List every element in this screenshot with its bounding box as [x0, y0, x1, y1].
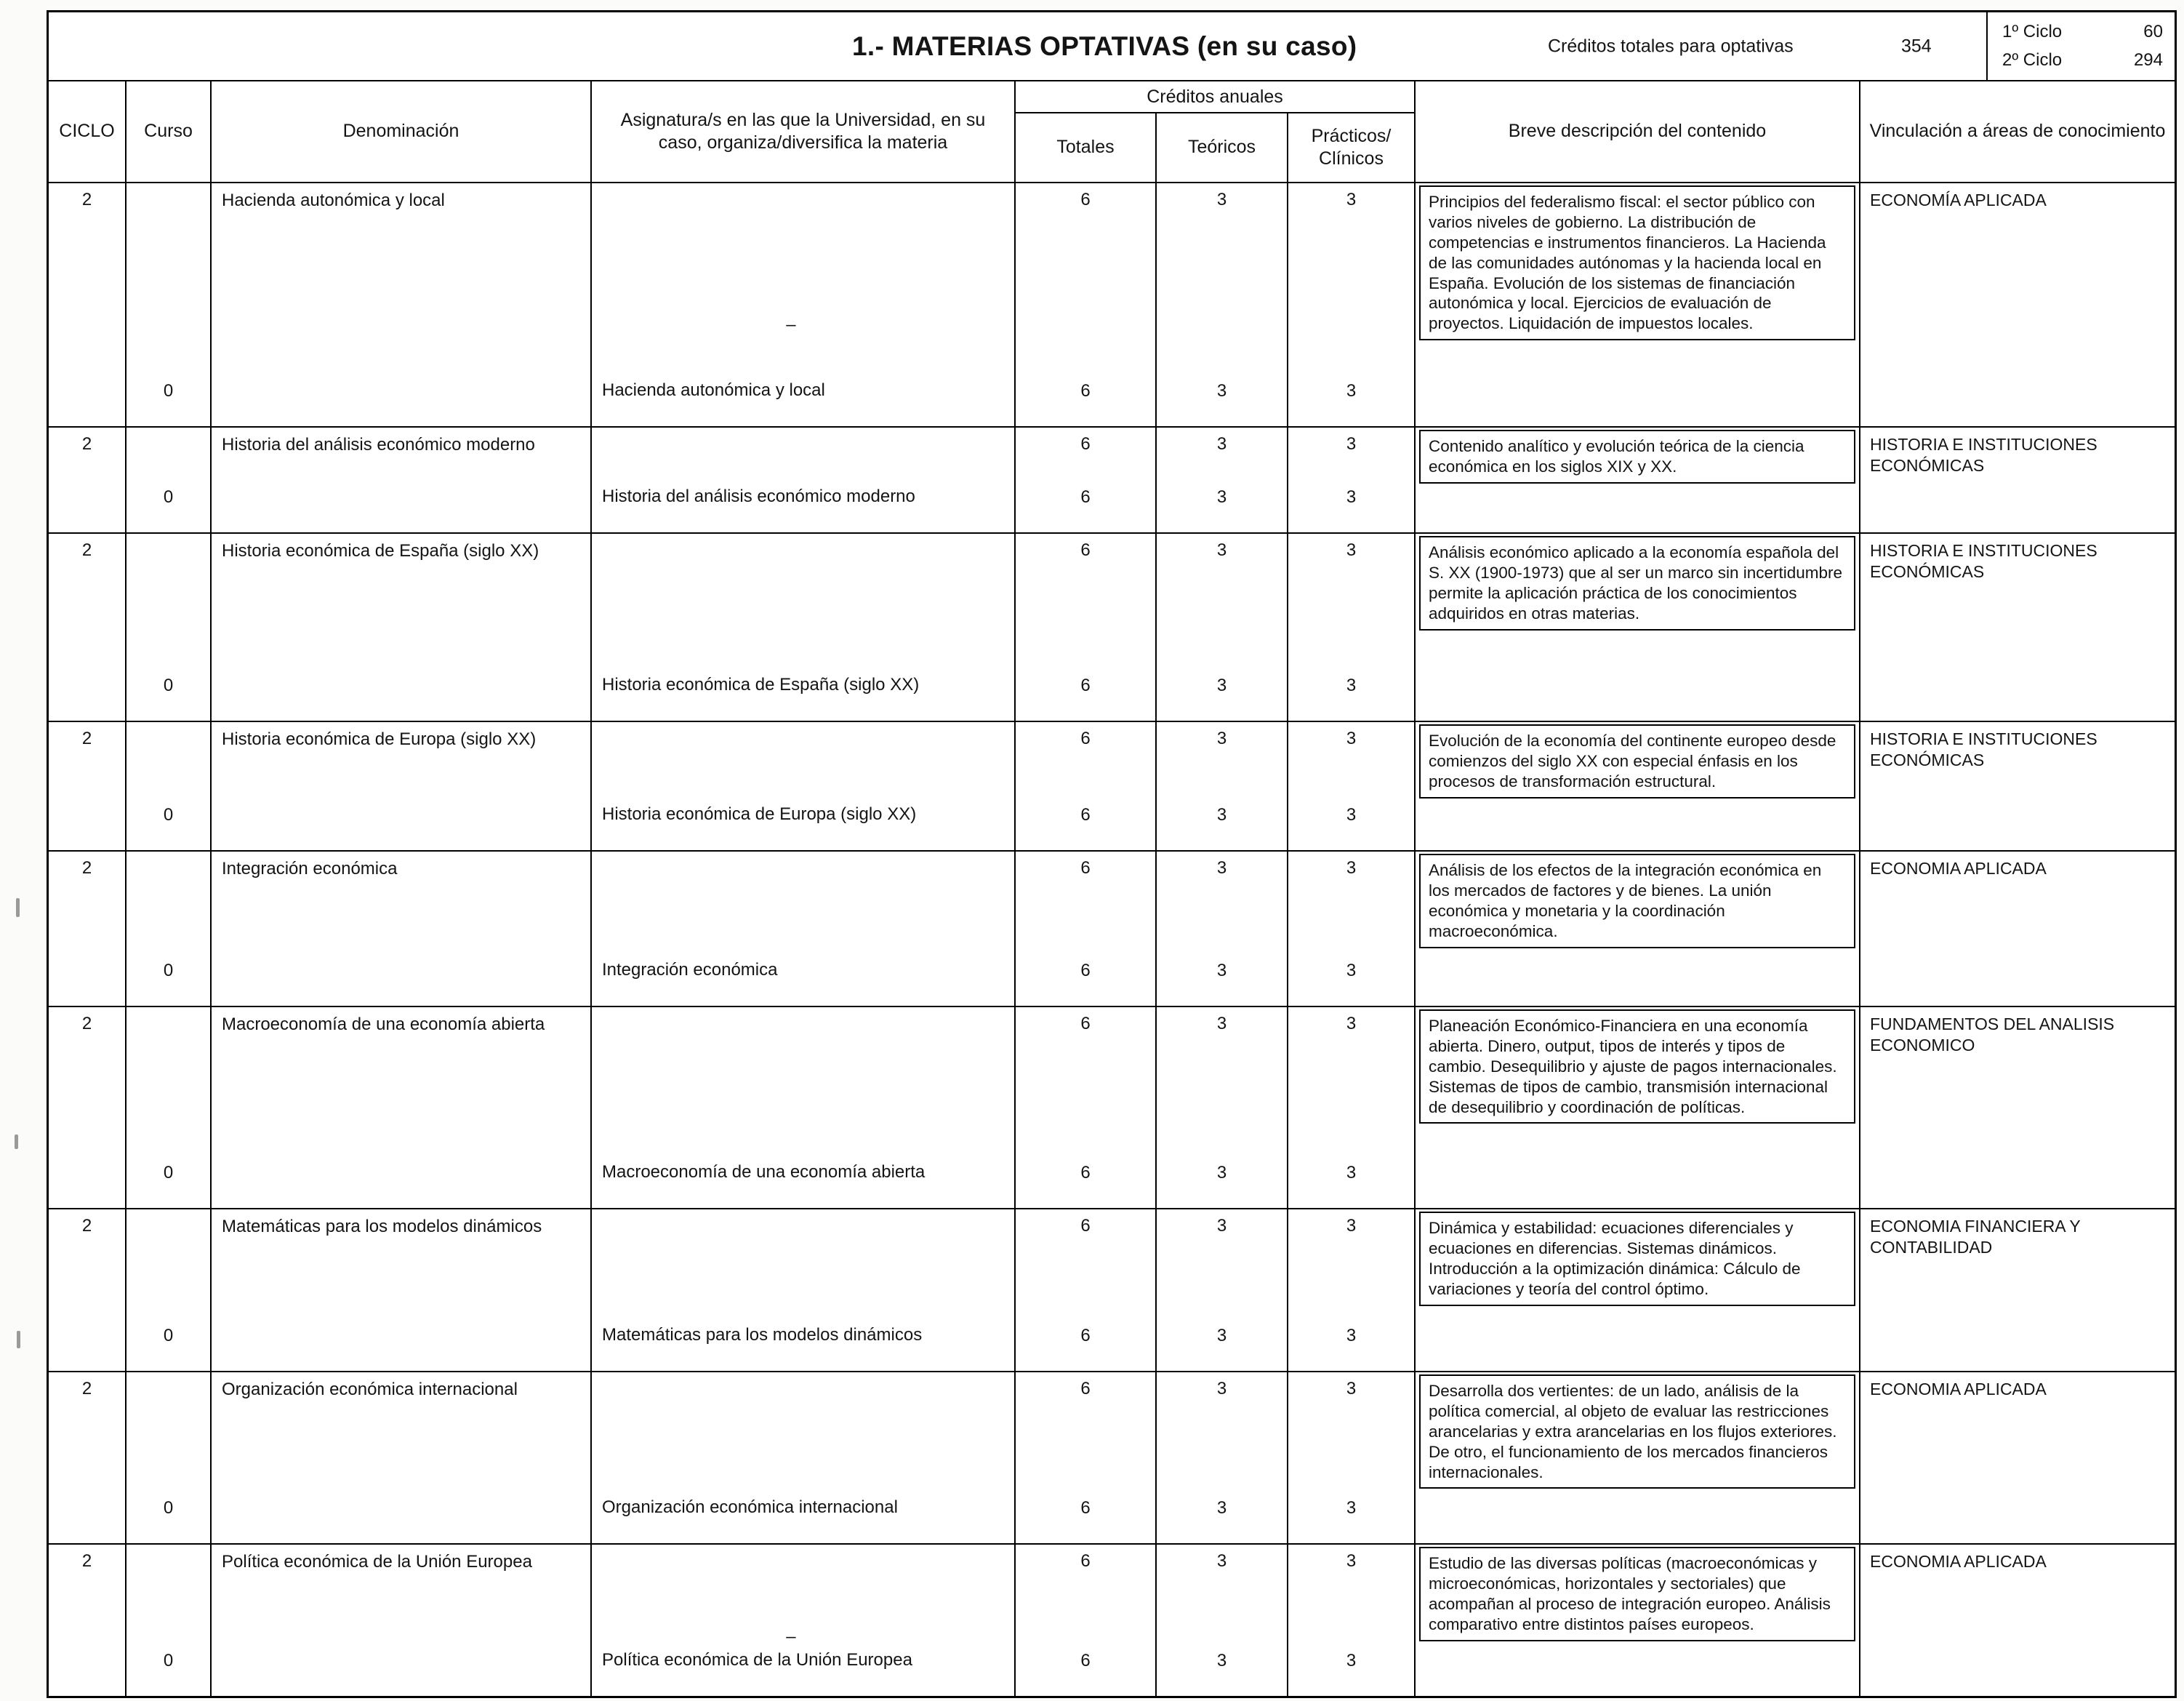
- totales-bottom-value: 6: [1080, 961, 1091, 980]
- descripcion-box: Estudio de las diversas políticas (macroeconómicas y microeconómicas, horizontales y sectoriales) que acompañan al proceso de integración europeo. Análisis comparativo entre distintos países europeos.: [1419, 1547, 1855, 1641]
- teoricos-top-value: 3: [1216, 1216, 1227, 1236]
- practicos-cell: [1287, 1209, 1414, 1371]
- curso-value: 0: [163, 487, 174, 507]
- totales-cell: [1014, 1007, 1155, 1208]
- teoricos-cell: [1155, 534, 1287, 721]
- teoricos-cell: [1155, 1209, 1287, 1371]
- denominacion-cell: [210, 722, 590, 850]
- credits-total-value: 354: [1901, 36, 1932, 56]
- curso-value: 0: [163, 1163, 174, 1182]
- col-header-totales: Totales: [1056, 137, 1115, 158]
- descripcion-box: Análisis económico aplicado a la economía española del S. XX (1900-1973) que al ser un marco sin incertidumbre permite la aplicación práctica de los conocimientos adquiridos en otras materias.: [1419, 536, 1855, 631]
- descripcion-cell: [1414, 1007, 1859, 1208]
- descripcion-box: Principios del federalismo fiscal: el sector público con varios niveles de gobierno. La distribución de competencias e instrumentos financieros. La Hacienda de las comunidades autónomas y la hacienda local en España. Evolución de los sistemas de financiación autonómica y local. Ejercicios de evaluación de proyectos. Liquidación de impuestos locales.: [1419, 185, 1855, 340]
- col-header-teoricos: Teóricos: [1155, 113, 1287, 182]
- vinculacion-text: HISTORIA E INSTITUCIONES ECONÓMICAS: [1870, 541, 2097, 581]
- cycle-credits-box: [1986, 12, 2175, 80]
- teoricos-cell: [1155, 1372, 1287, 1543]
- ciclo-value: 2: [81, 190, 92, 209]
- cycle1-label: 1º Ciclo: [2002, 22, 2063, 42]
- creditos-subheaders: [1016, 113, 1414, 182]
- vinculacion-cell: [1859, 1545, 2175, 1696]
- vinculacion-cell: [1859, 852, 2175, 1006]
- dash-mark: –: [786, 315, 796, 335]
- curso-cell: [125, 722, 210, 850]
- vinculacion-text: ECONOMIA APLICADA: [1870, 1552, 2047, 1571]
- denominacion-text: Historia económica de España (siglo XX): [222, 541, 539, 561]
- ciclo-cell: [49, 1372, 125, 1543]
- practicos-bottom-value: 3: [1346, 1651, 1357, 1670]
- descripcion-box: Contenido analítico y evolución teórica de la ciencia económica en los siglos XIX y XX.: [1419, 430, 1855, 484]
- asignatura-text: Organización económica internacional: [602, 1497, 898, 1517]
- curso-value: 0: [163, 1498, 174, 1518]
- col-header-creditos-anuales: Créditos anuales: [1016, 81, 1414, 113]
- cycle2-value: 294: [2133, 49, 2163, 70]
- totales-cell: [1014, 183, 1155, 426]
- scan-artifact: [17, 1331, 20, 1348]
- descripcion-box: Planeación Económico-Financiera en una economía abierta. Dinero, output, tipos de interés y tipos de cambio. Desequilibrio y ajuste de pagos internacionales. Sistemas de tipos de cambio, transmisión internacional de desequilibrio y coordinación de políticas.: [1419, 1009, 1855, 1124]
- totales-cell: [1014, 534, 1155, 721]
- table-row: [49, 426, 2175, 532]
- page-title: 1.- MATERIAS OPTATIVAS (en su caso): [852, 31, 1357, 61]
- teoricos-cell: [1155, 852, 1287, 1006]
- denominacion-text: Hacienda autonómica y local: [222, 191, 445, 210]
- vinculacion-cell: [1859, 1209, 2175, 1371]
- totales-cell: [1014, 722, 1155, 850]
- curso-value: 0: [163, 676, 174, 695]
- totales-cell: [1014, 852, 1155, 1006]
- asignatura-cell: [590, 1209, 1014, 1371]
- practicos-cell: [1287, 1372, 1414, 1543]
- denominacion-cell: [210, 1545, 590, 1696]
- descripcion-cell: [1414, 722, 1859, 850]
- denominacion-text: Integración económica: [222, 859, 398, 878]
- curso-cell: [125, 1372, 210, 1543]
- ciclo-cell: [49, 534, 125, 721]
- table-row: [49, 183, 2175, 426]
- teoricos-top-value: 3: [1216, 540, 1227, 560]
- practicos-cell: [1287, 1007, 1414, 1208]
- ciclo-cell: [49, 1007, 125, 1208]
- practicos-bottom-value: 3: [1346, 381, 1357, 401]
- curso-value: 0: [163, 1651, 174, 1670]
- curso-value: 0: [163, 381, 174, 401]
- ciclo-cell: [49, 852, 125, 1006]
- denominacion-cell: [210, 428, 590, 532]
- scan-artifact: [15, 1134, 18, 1149]
- curso-value: 0: [163, 1326, 174, 1345]
- asignatura-text: Política económica de la Unión Europea: [602, 1650, 912, 1670]
- totales-top-value: 6: [1080, 1014, 1091, 1033]
- practicos-bottom-value: 3: [1346, 1163, 1357, 1182]
- vinculacion-text: ECONOMIA FINANCIERA Y CONTABILIDAD: [1870, 1217, 2081, 1257]
- vinculacion-text: ECONOMIA APLICADA: [1870, 1380, 2047, 1398]
- asignatura-cell: [590, 852, 1014, 1006]
- curso-cell: [125, 1209, 210, 1371]
- practicos-top-value: 3: [1346, 729, 1357, 748]
- vinculacion-cell: [1859, 183, 2175, 426]
- denominacion-cell: [210, 183, 590, 426]
- totales-cell: [1014, 1209, 1155, 1371]
- ciclo-cell: [49, 1545, 125, 1696]
- table-row: [49, 1371, 2175, 1543]
- curso-cell: [125, 852, 210, 1006]
- denominacion-text: Organización económica internacional: [222, 1380, 518, 1399]
- asignatura-text: Historia económica de España (siglo XX): [602, 675, 920, 695]
- ciclo-value: 2: [81, 434, 92, 454]
- ciclo-value: 2: [81, 858, 92, 878]
- column-header-row: [49, 81, 2175, 183]
- descripcion-cell: [1414, 534, 1859, 721]
- descripcion-cell: [1414, 1209, 1859, 1371]
- teoricos-top-value: 3: [1216, 1379, 1227, 1398]
- table-row: [49, 1543, 2175, 1696]
- teoricos-cell: [1155, 428, 1287, 532]
- practicos-top-value: 3: [1346, 1379, 1357, 1398]
- vinculacion-cell: [1859, 722, 2175, 850]
- denominacion-cell: [210, 1007, 590, 1208]
- asignatura-cell: [590, 534, 1014, 721]
- title-row: [49, 12, 2175, 81]
- totales-bottom-value: 6: [1080, 1163, 1091, 1182]
- ciclo-value: 2: [81, 1379, 92, 1398]
- col-header-vinculacion: Vinculación a áreas de conocimiento: [1859, 81, 2175, 182]
- teoricos-bottom-value: 3: [1216, 676, 1227, 695]
- col-header-ciclo: CICLO: [59, 121, 115, 142]
- vinculacion-cell: [1859, 428, 2175, 532]
- asignatura-text: Historia económica de Europa (siglo XX): [602, 804, 917, 824]
- descripcion-box: Dinámica y estabilidad: ecuaciones diferenciales y ecuaciones en diferencias. Sistemas dinámicos. Introducción a la optimización dinámica: Cálculo de variaciones y teoría del control óptimo.: [1419, 1212, 1855, 1306]
- col-header-practicos: Prácticos/ Clínicos: [1287, 113, 1414, 182]
- table-row: [49, 721, 2175, 850]
- totales-top-value: 6: [1080, 1379, 1091, 1398]
- credits-total-label: Créditos totales para optativas: [1548, 36, 1794, 56]
- ciclo-cell: [49, 428, 125, 532]
- vinculacion-cell: [1859, 1007, 2175, 1208]
- vinculacion-cell: [1859, 1372, 2175, 1543]
- practicos-bottom-value: 3: [1346, 961, 1357, 980]
- asignatura-text: Hacienda autonómica y local: [602, 380, 825, 400]
- practicos-cell: [1287, 428, 1414, 532]
- cycle2-row: [2002, 50, 2163, 71]
- practicos-cell: [1287, 852, 1414, 1006]
- descripcion-cell: [1414, 852, 1859, 1006]
- curso-value: 0: [163, 805, 174, 825]
- cycle1-value: 60: [2143, 22, 2163, 42]
- descripcion-cell: [1414, 428, 1859, 532]
- cycle2-label: 2º Ciclo: [2002, 49, 2063, 70]
- col-header-denominacion: Denominación: [210, 81, 590, 182]
- ciclo-cell: [49, 722, 125, 850]
- totales-bottom-value: 6: [1080, 805, 1091, 825]
- teoricos-cell: [1155, 1007, 1287, 1208]
- practicos-bottom-value: 3: [1346, 805, 1357, 825]
- totales-bottom-value: 6: [1080, 1326, 1091, 1345]
- practicos-top-value: 3: [1346, 540, 1357, 560]
- asignatura-cell: [590, 1007, 1014, 1208]
- teoricos-cell: [1155, 183, 1287, 426]
- totales-bottom-value: 6: [1080, 487, 1091, 507]
- ciclo-value: 2: [81, 540, 92, 560]
- asignatura-cell: [590, 1372, 1014, 1543]
- totales-top-value: 6: [1080, 540, 1091, 560]
- teoricos-bottom-value: 3: [1216, 1326, 1227, 1345]
- teoricos-bottom-value: 3: [1216, 1651, 1227, 1670]
- denominacion-text: Matemáticas para los modelos dinámicos: [222, 1217, 542, 1236]
- curso-cell: [125, 534, 210, 721]
- asignatura-cell: [590, 722, 1014, 850]
- descripcion-cell: [1414, 1545, 1859, 1696]
- descripcion-box: Análisis de los efectos de la integración económica en los mercados de factores y de bienes. La unión económica y monetaria y la coordinación macroeconómica.: [1419, 854, 1855, 948]
- descripcion-box: Desarrolla dos vertientes: de un lado, análisis de la política comercial, al objeto de evaluar las restricciones arancelarias y extra arancelarias en los flujos exteriores. De otro, el funcionamiento de los mercados financieros internacionales.: [1419, 1374, 1855, 1489]
- denominacion-cell: [210, 852, 590, 1006]
- practicos-cell: [1287, 722, 1414, 850]
- table-body: [49, 183, 2175, 1696]
- vinculacion-text: HISTORIA E INSTITUCIONES ECONÓMICAS: [1870, 435, 2097, 475]
- practicos-bottom-value: 3: [1346, 487, 1357, 507]
- teoricos-top-value: 3: [1216, 858, 1227, 878]
- practicos-top-value: 3: [1346, 190, 1357, 209]
- teoricos-bottom-value: 3: [1216, 381, 1227, 401]
- totales-top-value: 6: [1080, 1551, 1091, 1571]
- asignatura-cell: [590, 428, 1014, 532]
- col-header-asignatura: Asignatura/s en las que la Universidad, en su caso, organiza/diversifica la materia: [590, 81, 1014, 182]
- document-table: [47, 10, 2177, 1698]
- totales-top-value: 6: [1080, 1216, 1091, 1236]
- ciclo-cell: [49, 183, 125, 426]
- cycle1-row: [2002, 22, 2163, 42]
- practicos-top-value: 3: [1346, 434, 1357, 454]
- totales-top-value: 6: [1080, 190, 1091, 209]
- asignatura-text: Integración económica: [602, 960, 778, 980]
- teoricos-bottom-value: 3: [1216, 961, 1227, 980]
- teoricos-top-value: 3: [1216, 729, 1227, 748]
- practicos-top-value: 3: [1346, 858, 1357, 878]
- denominacion-text: Historia del análisis económico moderno: [222, 435, 535, 455]
- table-row: [49, 1208, 2175, 1371]
- col-header-creditos-group: [1014, 81, 1414, 182]
- teoricos-cell: [1155, 1545, 1287, 1696]
- table-row: [49, 850, 2175, 1006]
- dash-mark: –: [786, 1627, 796, 1647]
- totales-bottom-value: 6: [1080, 1651, 1091, 1670]
- denominacion-text: Macroeconomía de una economía abierta: [222, 1014, 545, 1034]
- teoricos-top-value: 3: [1216, 434, 1227, 454]
- practicos-bottom-value: 3: [1346, 676, 1357, 695]
- asignatura-cell: [590, 183, 1014, 426]
- vinculacion-cell: [1859, 534, 2175, 721]
- asignatura-cell: [590, 1545, 1014, 1696]
- practicos-top-value: 3: [1346, 1551, 1357, 1571]
- asignatura-text: Historia del análisis económico moderno: [602, 487, 915, 506]
- table-row: [49, 532, 2175, 721]
- denominacion-text: Política económica de la Unión Europea: [222, 1552, 532, 1572]
- totales-cell: [1014, 428, 1155, 532]
- asignatura-text: Macroeconomía de una economía abierta: [602, 1162, 926, 1182]
- scan-artifact: [16, 898, 20, 917]
- teoricos-top-value: 3: [1216, 1014, 1227, 1033]
- totales-bottom-value: 6: [1080, 1498, 1091, 1518]
- denominacion-cell: [210, 534, 590, 721]
- asignatura-text: Matemáticas para los modelos dinámicos: [602, 1325, 923, 1345]
- col-header-descripcion: Breve descripción del contenido: [1414, 81, 1859, 182]
- practicos-cell: [1287, 183, 1414, 426]
- ciclo-value: 2: [81, 1014, 92, 1033]
- totales-bottom-value: 6: [1080, 676, 1091, 695]
- practicos-cell: [1287, 1545, 1414, 1696]
- curso-cell: [125, 1545, 210, 1696]
- ciclo-value: 2: [81, 1551, 92, 1571]
- teoricos-top-value: 3: [1216, 190, 1227, 209]
- practicos-bottom-value: 3: [1346, 1498, 1357, 1518]
- totales-top-value: 6: [1080, 729, 1091, 748]
- practicos-top-value: 3: [1346, 1216, 1357, 1236]
- teoricos-cell: [1155, 722, 1287, 850]
- totales-top-value: 6: [1080, 434, 1091, 454]
- totales-top-value: 6: [1080, 858, 1091, 878]
- vinculacion-text: FUNDAMENTOS DEL ANALISIS ECONOMICO: [1870, 1014, 2115, 1054]
- descripcion-cell: [1414, 183, 1859, 426]
- curso-value: 0: [163, 961, 174, 980]
- vinculacion-text: HISTORIA E INSTITUCIONES ECONÓMICAS: [1870, 729, 2097, 769]
- curso-cell: [125, 428, 210, 532]
- curso-cell: [125, 183, 210, 426]
- col-header-curso: Curso: [125, 81, 210, 182]
- practicos-cell: [1287, 534, 1414, 721]
- teoricos-bottom-value: 3: [1216, 1498, 1227, 1518]
- teoricos-top-value: 3: [1216, 1551, 1227, 1571]
- table-row: [49, 1006, 2175, 1208]
- curso-cell: [125, 1007, 210, 1208]
- denominacion-cell: [210, 1372, 590, 1543]
- teoricos-bottom-value: 3: [1216, 805, 1227, 825]
- practicos-bottom-value: 3: [1346, 1326, 1357, 1345]
- totales-cell: [1014, 1545, 1155, 1696]
- descripcion-box: Evolución de la economía del continente europeo desde comienzos del siglo XX con especial énfasis en los procesos de transformación estructural.: [1419, 724, 1855, 799]
- totales-bottom-value: 6: [1080, 381, 1091, 401]
- denominacion-text: Historia económica de Europa (siglo XX): [222, 729, 537, 749]
- practicos-top-value: 3: [1346, 1014, 1357, 1033]
- totales-cell: [1014, 1372, 1155, 1543]
- vinculacion-text: ECONOMIA APLICADA: [1870, 859, 2047, 878]
- ciclo-value: 2: [81, 729, 92, 748]
- denominacion-cell: [210, 1209, 590, 1371]
- descripcion-cell: [1414, 1372, 1859, 1543]
- ciclo-cell: [49, 1209, 125, 1371]
- teoricos-bottom-value: 3: [1216, 1163, 1227, 1182]
- teoricos-bottom-value: 3: [1216, 487, 1227, 507]
- vinculacion-text: ECONOMÍA APLICADA: [1870, 191, 2047, 209]
- ciclo-value: 2: [81, 1216, 92, 1236]
